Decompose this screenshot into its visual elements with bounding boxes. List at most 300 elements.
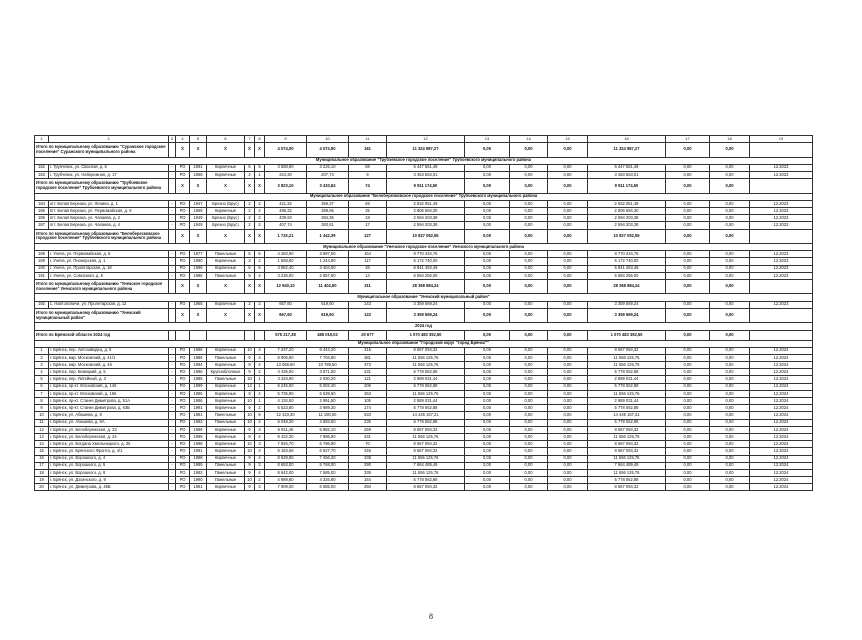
table-cell: 0,00 [666, 279, 710, 294]
table-cell: 0,00 [510, 354, 548, 361]
table-cell: 1 732,21 [265, 229, 307, 244]
table-cell: X [255, 308, 265, 323]
table-cell: X [190, 179, 207, 194]
table-cell: 0,00 [666, 398, 710, 405]
table-cell: г. Брянск, ул. Богдана Хмельницкого, д. 35 [49, 441, 169, 448]
table-cell: 5 [245, 272, 255, 279]
table-cell: - [169, 301, 176, 308]
table-cell: 0,00 [710, 200, 750, 207]
table-cell: г. Трубчевск, ул. Набережная, д. 17 [49, 171, 169, 178]
table-cell: 0,00 [666, 222, 710, 229]
table-cell: 5 778 062,88 [588, 383, 666, 390]
table-cell: РО [176, 171, 190, 178]
table-cell: Панельные [207, 251, 245, 258]
table-cell: 1977 [190, 251, 207, 258]
table-cell: 0,00 [465, 229, 510, 244]
table-cell: 184 [35, 200, 49, 207]
table-cell: г. Брянск, пр-кт. Московский, д. 156 [49, 390, 169, 397]
table-cell: г. Брянск, мкр. Московский, д. 46 [49, 362, 169, 369]
table-cell: 9 [245, 455, 255, 462]
table-cell: Кирпичные [207, 455, 245, 462]
table-cell: 2 [35, 354, 49, 361]
table-cell: РО [176, 477, 190, 484]
table-cell: 191 [35, 272, 49, 279]
table-cell: 0,00 [666, 484, 710, 491]
table-cell: Кирпичные [207, 207, 245, 214]
table-cell [255, 330, 265, 340]
table-cell: 0,00 [465, 484, 510, 491]
table-cell: 3 404,60 [307, 265, 349, 272]
table-cell: 5 523,80 [265, 405, 307, 412]
table-cell: 13 [35, 433, 49, 440]
table-cell: 0,00 [510, 369, 548, 376]
table-cell: 0,00 [666, 229, 710, 244]
table-row [35, 369, 813, 376]
table-cell: 3 359 569,24 [387, 301, 465, 308]
table-cell: - [169, 455, 176, 462]
table-cell: 2 [255, 477, 265, 484]
table-cell: - [169, 390, 176, 397]
table-cell: 0,00 [548, 179, 588, 194]
table-cell: 0,00 [548, 426, 588, 433]
table-cell: 12.2023 [750, 265, 813, 272]
table-cell: X [255, 143, 265, 158]
table-cell: 338 [349, 455, 387, 462]
table-cell: 0,00 [465, 279, 510, 294]
table-cell: Кирпичные [207, 301, 245, 308]
table-cell: - [169, 433, 176, 440]
table-cell: Кирпичные [207, 171, 245, 178]
table-cell: 10 [245, 412, 255, 419]
table-cell: X [245, 179, 255, 194]
table-cell: 5 778 062,88 [588, 369, 666, 376]
table-cell: 4 074,00 [265, 143, 307, 158]
table-cell: 0,00 [510, 222, 548, 229]
table-cell: 18 [349, 215, 387, 222]
table-cell: Муниципальное образование "Белоберезковское городское поселение" Трубчевского муниципального района [35, 193, 813, 200]
table-cell: X [207, 179, 245, 194]
table-row [35, 200, 813, 207]
table-cell: Панельные [207, 272, 245, 279]
table-cell [750, 143, 813, 158]
table-cell: 0,00 [548, 330, 588, 340]
table-cell: 0,00 [548, 171, 588, 178]
table-cell: 9 [349, 171, 387, 178]
table-cell: 12.2024 [750, 433, 813, 440]
table-cell: 0,00 [710, 455, 750, 462]
table-cell: 0,00 [465, 419, 510, 426]
table-cell: 0,00 [548, 347, 588, 354]
table-cell: РО [176, 484, 190, 491]
table-cell: 2 [255, 369, 265, 376]
table-cell: 1995 [190, 462, 207, 469]
table-cell [750, 229, 813, 244]
table-cell: - [169, 215, 176, 222]
table-cell: 575 217,38 [265, 330, 307, 340]
table-cell: Кирпичные [207, 433, 245, 440]
table-cell: РО [176, 258, 190, 265]
table-cell: 6 [255, 251, 265, 258]
table-cell: 0,00 [710, 369, 750, 376]
table-cell: 7 456,30 [307, 455, 349, 462]
table-cell: Муниципальное образование "Трубчевское городское поселение" Трубчевского муниципального района [35, 157, 813, 164]
table-cell: 2 [255, 207, 265, 214]
table-cell: X [190, 308, 207, 323]
table-cell: 0,00 [666, 362, 710, 369]
table-cell: 1991 [190, 412, 207, 419]
table-cell: 6 [255, 265, 265, 272]
table-cell: 0,00 [710, 330, 750, 340]
table-cell: 359,37 [307, 200, 349, 207]
table-cell: 10 827 052,55 [387, 229, 465, 244]
table-row [35, 426, 813, 433]
table-cell: г. Брянск, пер. Литейный, д. 3 [49, 376, 169, 383]
table-cell: 315 [349, 347, 387, 354]
table-row [35, 477, 813, 484]
table-cell: 11 [349, 136, 387, 143]
table-cell: 186 [35, 215, 49, 222]
table-cell: 2 991,50 [307, 398, 349, 405]
table-cell: 4 436,50 [265, 369, 307, 376]
table-cell: 0,00 [510, 376, 548, 383]
table-cell: 0,00 [666, 448, 710, 455]
table-cell: 3 588,80 [265, 164, 307, 171]
table-cell: 533 [349, 412, 387, 419]
table-row [35, 462, 813, 469]
table-cell: 10 [245, 398, 255, 405]
table-cell: 407,74 [265, 222, 307, 229]
table-cell: 11 556 125,76 [588, 362, 666, 369]
table-cell: 5 982,10 [307, 426, 349, 433]
table-cell: 0,00 [666, 265, 710, 272]
table-cell: 5 778 062,88 [588, 419, 666, 426]
table-cell: Панельные [207, 477, 245, 484]
table-cell: 17 [349, 222, 387, 229]
table-cell: 0,00 [710, 362, 750, 369]
table-cell: 0,00 [666, 354, 710, 361]
table-cell: г. Брянск, ул. Брянского Фронта, д. 4/1 [49, 448, 169, 455]
table-cell: 0,00 [548, 207, 588, 214]
table-cell: 0,00 [510, 362, 548, 369]
table-cell: 12.2023 [750, 222, 813, 229]
table-cell: 9 [245, 433, 255, 440]
table-cell: 2 [255, 200, 265, 207]
table-cell: 8 667 094,32 [588, 426, 666, 433]
table-row [35, 390, 813, 397]
table-cell: 143 [349, 301, 387, 308]
table-cell: 12.2024 [750, 369, 813, 376]
table-cell: 19 [35, 477, 49, 484]
table-cell: 381 [349, 354, 387, 361]
table-row [35, 251, 813, 258]
table-cell: 12.2023 [750, 258, 813, 265]
table-cell: Кирпичные [207, 362, 245, 369]
table-cell: 7 986,90 [307, 433, 349, 440]
table-cell: 0,00 [666, 369, 710, 376]
table-cell: 8 667 094,32 [387, 441, 465, 448]
table-cell: 0,00 [510, 455, 548, 462]
table-cell: 0,00 [666, 200, 710, 207]
table-cell: - [169, 426, 176, 433]
table-cell: 7 237,20 [265, 347, 307, 354]
table-cell: 12.2024 [750, 448, 813, 455]
table-cell: РО [176, 426, 190, 433]
table-cell: 12.2023 [750, 215, 813, 222]
table-cell: 2 [255, 258, 265, 265]
table-cell: 8 770 434,75 [387, 251, 465, 258]
table-cell: 2 594 203,38 [588, 222, 666, 229]
section-heading-row [35, 193, 813, 200]
table-cell: 7 [35, 390, 49, 397]
table-cell: 5 735,90 [265, 390, 307, 397]
table-cell: 3 [255, 426, 265, 433]
table-cell: 0,00 [710, 441, 750, 448]
table-cell: 2 889 031,44 [387, 398, 465, 405]
table-cell: 5 [35, 376, 49, 383]
table-cell: г. Унеча, ул. Первомайская, д. 8 [49, 251, 169, 258]
table-cell: 0,00 [666, 347, 710, 354]
table-cell: г. Брянск, ул. Абашева, д. 8 [49, 412, 169, 419]
table-cell: 11 556 125,76 [588, 433, 666, 440]
table-cell: 0,00 [465, 455, 510, 462]
table-cell: 421,32 [265, 200, 307, 207]
table-cell: 1 [255, 383, 265, 390]
table-cell: РО [176, 164, 190, 171]
table-cell: 8 [255, 136, 265, 143]
table-cell: РО [176, 455, 190, 462]
table-cell: 164 [349, 477, 387, 484]
table-cell: 11 324 987,27 [387, 143, 465, 158]
table-cell: г. Брянск, пр-кт. Московский, д. 146 [49, 383, 169, 390]
table-cell: 2024 год [35, 323, 813, 330]
table-cell: Кирпичные [207, 383, 245, 390]
table-cell: 12.2024 [750, 484, 813, 491]
table-cell: 28 368 884,24 [588, 279, 666, 294]
table-cell: 10 [245, 477, 255, 484]
table-cell: 0,00 [666, 426, 710, 433]
table-cell: Панельные [207, 419, 245, 426]
table-cell: 2 806 694,30 [387, 207, 465, 214]
table-cell: 12.2023 [750, 164, 813, 171]
table-cell: 1992 [190, 469, 207, 476]
table-cell: 7 585,00 [307, 469, 349, 476]
table-cell: РО [176, 469, 190, 476]
table-cell [169, 179, 176, 194]
table-row [35, 272, 813, 279]
table-cell: 11 556 125,76 [387, 455, 465, 462]
table-cell: 4 [255, 390, 265, 397]
table-cell: 70 [349, 441, 387, 448]
table-cell: 4 283,90 [265, 251, 307, 258]
table-cell: 0,00 [465, 265, 510, 272]
table-cell: 0,00 [465, 272, 510, 279]
section-heading-row [35, 244, 813, 251]
table-cell: 10 827 052,55 [588, 229, 666, 244]
table-cell: 0,00 [510, 419, 548, 426]
table-cell: 11 404,50 [307, 279, 349, 294]
table-cell: 0,00 [465, 301, 510, 308]
table-cell: 2 930,20 [307, 376, 349, 383]
table-cell: 0,00 [510, 390, 548, 397]
table-cell: 4 [255, 433, 265, 440]
table-cell: 0,00 [465, 308, 510, 323]
table-cell: 0,00 [510, 484, 548, 491]
section-heading-row [35, 323, 813, 330]
table-row [35, 383, 813, 390]
table-cell [169, 229, 176, 244]
table-cell: 0,00 [510, 433, 548, 440]
table-cell: 0,00 [548, 462, 588, 469]
table-cell: 11 556 125,76 [387, 469, 465, 476]
table-cell: 10 [307, 136, 349, 143]
table-cell: 12.2024 [750, 347, 813, 354]
table-cell: X [190, 229, 207, 244]
table-cell: 0,00 [548, 143, 588, 158]
section-heading-row [35, 340, 813, 347]
table-cell: 4 [255, 354, 265, 361]
table-cell: РО [176, 412, 190, 419]
table-row [35, 164, 813, 171]
table-cell: 353 [349, 390, 387, 397]
table-cell: 0,00 [666, 419, 710, 426]
table-cell: 127 [349, 229, 387, 244]
table-cell: 7 [245, 136, 255, 143]
table-cell: - [169, 484, 176, 491]
table-cell: 0,00 [710, 462, 750, 469]
table-cell: 0,00 [510, 279, 548, 294]
table-cell: г. Брянск, пр-кт. Станке Димитрова, д. 63Б [49, 405, 169, 412]
table-cell: 0,00 [510, 301, 548, 308]
table-cell: 2 832 051,49 [387, 200, 465, 207]
table-cell: 383,61 [307, 222, 349, 229]
table-cell: РО [176, 369, 190, 376]
table-cell: 18 [35, 469, 49, 476]
table-cell: 0,00 [710, 179, 750, 194]
table-cell: 0,00 [548, 362, 588, 369]
table-cell: 0,00 [666, 441, 710, 448]
table-cell: 4 [255, 469, 265, 476]
table-cell [169, 330, 176, 340]
table-cell: 105 [349, 398, 387, 405]
table-cell: 0,00 [666, 164, 710, 171]
table-cell: 0,00 [666, 462, 710, 469]
table-cell: 12.2024 [750, 462, 813, 469]
table-cell: 12.2024 [750, 455, 813, 462]
table-cell: 6 447 561,49 [387, 164, 465, 171]
table-cell: 9 [245, 369, 255, 376]
table-cell: 0,00 [548, 200, 588, 207]
table-cell: 0,00 [465, 433, 510, 440]
table-cell: 0,00 [465, 477, 510, 484]
table-cell: 6 [207, 136, 245, 143]
table-cell: РО [176, 222, 190, 229]
table-row [35, 455, 813, 462]
table-cell: 0,00 [510, 426, 548, 433]
table-cell: X [190, 279, 207, 294]
table-cell: X [207, 308, 245, 323]
table-cell: РО [176, 419, 190, 426]
table-cell: 0,00 [548, 164, 588, 171]
subtotal-row [35, 229, 813, 244]
table-cell: 5 778 062,88 [387, 383, 465, 390]
table-cell: 0,00 [465, 390, 510, 397]
table-cell: 2 [245, 200, 255, 207]
subtotal-row [35, 308, 813, 323]
table-cell: 1998 [190, 455, 207, 462]
table-cell: 3 [169, 136, 176, 143]
table-cell: 12.2024 [750, 469, 813, 476]
section-heading-row [35, 294, 813, 301]
table-cell: 0,00 [510, 405, 548, 412]
table-cell: 0,00 [548, 251, 588, 258]
table-cell: 0,00 [548, 448, 588, 455]
table-cell: 0,00 [710, 308, 750, 323]
table-cell: 3 463 553,01 [588, 171, 666, 178]
table-cell: 0,00 [710, 207, 750, 214]
table-cell: 0,00 [510, 143, 548, 158]
table-cell: 3 359 569,24 [387, 308, 465, 323]
table-cell: 8 667 094,32 [588, 441, 666, 448]
table-cell: 0,00 [465, 448, 510, 455]
table-cell: 189 [35, 258, 49, 265]
table-cell: 12 [387, 136, 465, 143]
table-cell: 10 [245, 419, 255, 426]
table-row [35, 419, 813, 426]
table-cell: - [169, 251, 176, 258]
table-cell: 9 [245, 354, 255, 361]
table-cell: 0,00 [710, 222, 750, 229]
table-cell: 0,00 [666, 179, 710, 194]
table-cell: 1996 [190, 265, 207, 272]
table-cell: 26 [349, 265, 387, 272]
table-cell: Муниципальное образование "Унечское городское поселение" Унечского муниципального района [35, 244, 813, 251]
table-cell: 1998 [190, 441, 207, 448]
table-cell: 0,00 [465, 426, 510, 433]
table-cell: 2 [255, 301, 265, 308]
table-cell: 12.2024 [750, 441, 813, 448]
table-cell: 0,00 [710, 426, 750, 433]
table-cell: 5 [245, 265, 255, 272]
table-cell: 0,00 [710, 448, 750, 455]
table-cell: Кирпичные [207, 164, 245, 171]
table-cell: X [176, 279, 190, 294]
table-cell: 6 172 740,00 [588, 258, 666, 265]
table-cell: 4 [255, 362, 265, 369]
table-cell: 25 [349, 207, 387, 214]
table-cell: 0,00 [510, 258, 548, 265]
register-sheet [34, 135, 812, 491]
table-cell: РО [176, 362, 190, 369]
table-cell: 3 [35, 362, 49, 369]
table-cell: 235 [349, 419, 387, 426]
table-row [35, 207, 813, 214]
table-cell: пгт. Белая Березка, ул. Чапаева, д. 4 [49, 222, 169, 229]
table-cell: 11 556 125,76 [588, 455, 666, 462]
table-cell: 9 [245, 362, 255, 369]
table-cell: 1994 [190, 362, 207, 369]
table-cell: 8 667 094,32 [387, 448, 465, 455]
table-cell: 8 667 094,32 [387, 426, 465, 433]
table-cell: 0,00 [710, 405, 750, 412]
table-row [35, 376, 813, 383]
table-cell: 0,00 [548, 484, 588, 491]
table-cell: 2 [255, 222, 265, 229]
table-cell: 0,00 [666, 469, 710, 476]
table-cell: X [176, 229, 190, 244]
table-cell: РО [176, 390, 190, 397]
table-cell: 10 [245, 441, 255, 448]
table-cell: 8 653,00 [265, 462, 307, 469]
